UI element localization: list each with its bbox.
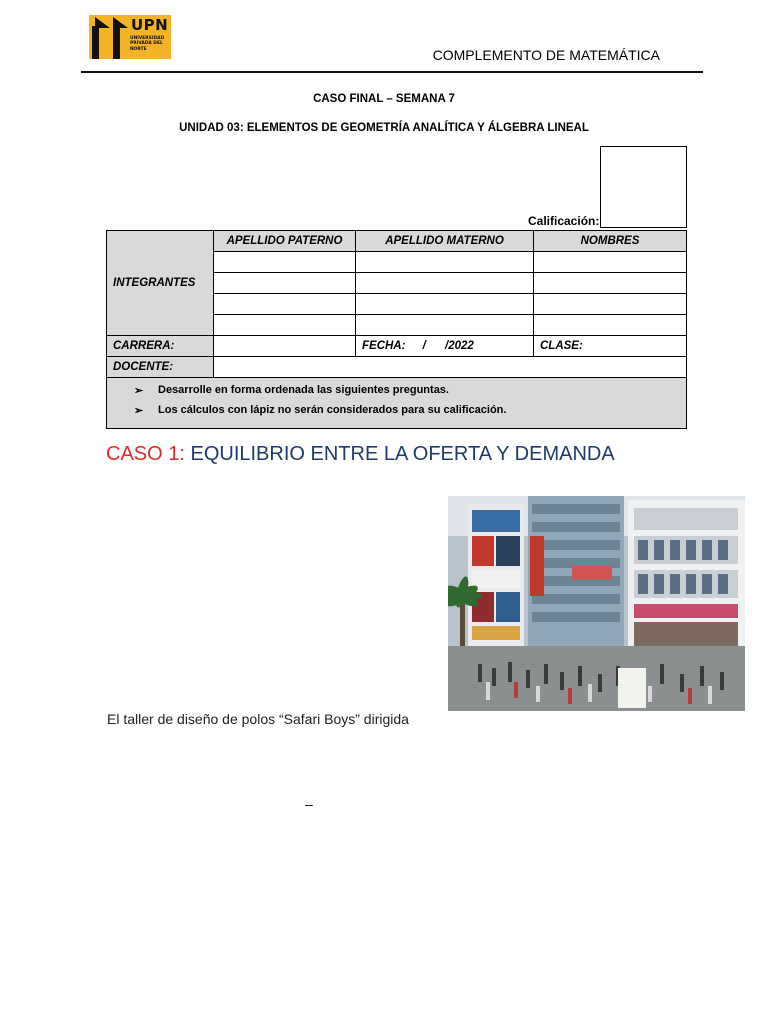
header-divider (81, 71, 703, 73)
materno-cell[interactable] (356, 294, 534, 315)
column-header-nombres: NOMBRES (534, 231, 687, 252)
integrantes-label: INTEGRANTES (107, 231, 214, 336)
materno-cell[interactable] (356, 252, 534, 273)
grade-label: Calificación: (528, 214, 600, 228)
grade-box[interactable] (600, 146, 687, 228)
course-title: COMPLEMENTO DE MATEMÁTICA (432, 47, 660, 63)
carrera-field[interactable] (214, 336, 356, 357)
logo-name: UPN (131, 16, 169, 34)
clase-label: CLASE: (540, 340, 583, 352)
instruction-item (107, 384, 686, 398)
instruction-text: Desarrolle en forma ordenada las siguientes preguntas. (158, 384, 449, 396)
clase-field[interactable] (534, 336, 687, 357)
nombres-cell[interactable] (534, 273, 687, 294)
document-title: CASO FINAL – SEMANA 7 (313, 93, 455, 105)
nombres-cell[interactable] (534, 252, 687, 273)
materno-cell[interactable] (356, 273, 534, 294)
fecha-value: / /2022 (422, 340, 474, 352)
arrow-bullet-icon: ➢ (134, 385, 144, 397)
materno-cell[interactable] (356, 315, 534, 336)
fecha-field[interactable] (356, 336, 534, 357)
case-heading (106, 443, 615, 466)
column-header-apellido-materno: APELLIDO MATERNO (356, 231, 534, 252)
instruction-text: Los cálculos con lápiz no serán considerados para su calificación. (158, 404, 507, 416)
upn-arrow-mark-icon (89, 15, 131, 59)
upn-logo (89, 15, 171, 59)
column-header-apellido-paterno: APELLIDO PATERNO (214, 231, 356, 252)
table-corner-line (664, 428, 686, 429)
fecha-label: FECHA: (362, 340, 406, 352)
docente-label: DOCENTE: (107, 357, 214, 378)
paterno-cell[interactable] (214, 294, 356, 315)
carrera-label: CARRERA: (107, 336, 214, 357)
nombres-cell[interactable] (534, 294, 687, 315)
arrow-bullet-icon: ➢ (134, 405, 144, 417)
instruction-item (107, 404, 686, 418)
logo-subtitle: UNIVERSIDAD PRIVADA DEL NORTE (130, 36, 165, 52)
nombres-cell[interactable] (534, 315, 687, 336)
paterno-cell[interactable] (214, 252, 356, 273)
street-market-photo (448, 496, 745, 711)
docente-field[interactable] (214, 357, 687, 378)
paterno-cell[interactable] (214, 315, 356, 336)
student-info-table (106, 230, 687, 429)
case-intro-text: El taller de diseño de polos “Safari Boys” dirigida (107, 711, 409, 727)
dash-mark: – (305, 796, 313, 812)
instructions-box (107, 378, 687, 429)
unit-title: UNIDAD 03: ELEMENTOS DE GEOMETRÍA ANALÍTICA Y ÁLGEBRA LINEAL (179, 122, 589, 134)
paterno-cell[interactable] (214, 273, 356, 294)
case-number: CASO 1: (106, 443, 185, 465)
case-title: EQUILIBRIO ENTRE LA OFERTA Y DEMANDA (190, 443, 615, 465)
